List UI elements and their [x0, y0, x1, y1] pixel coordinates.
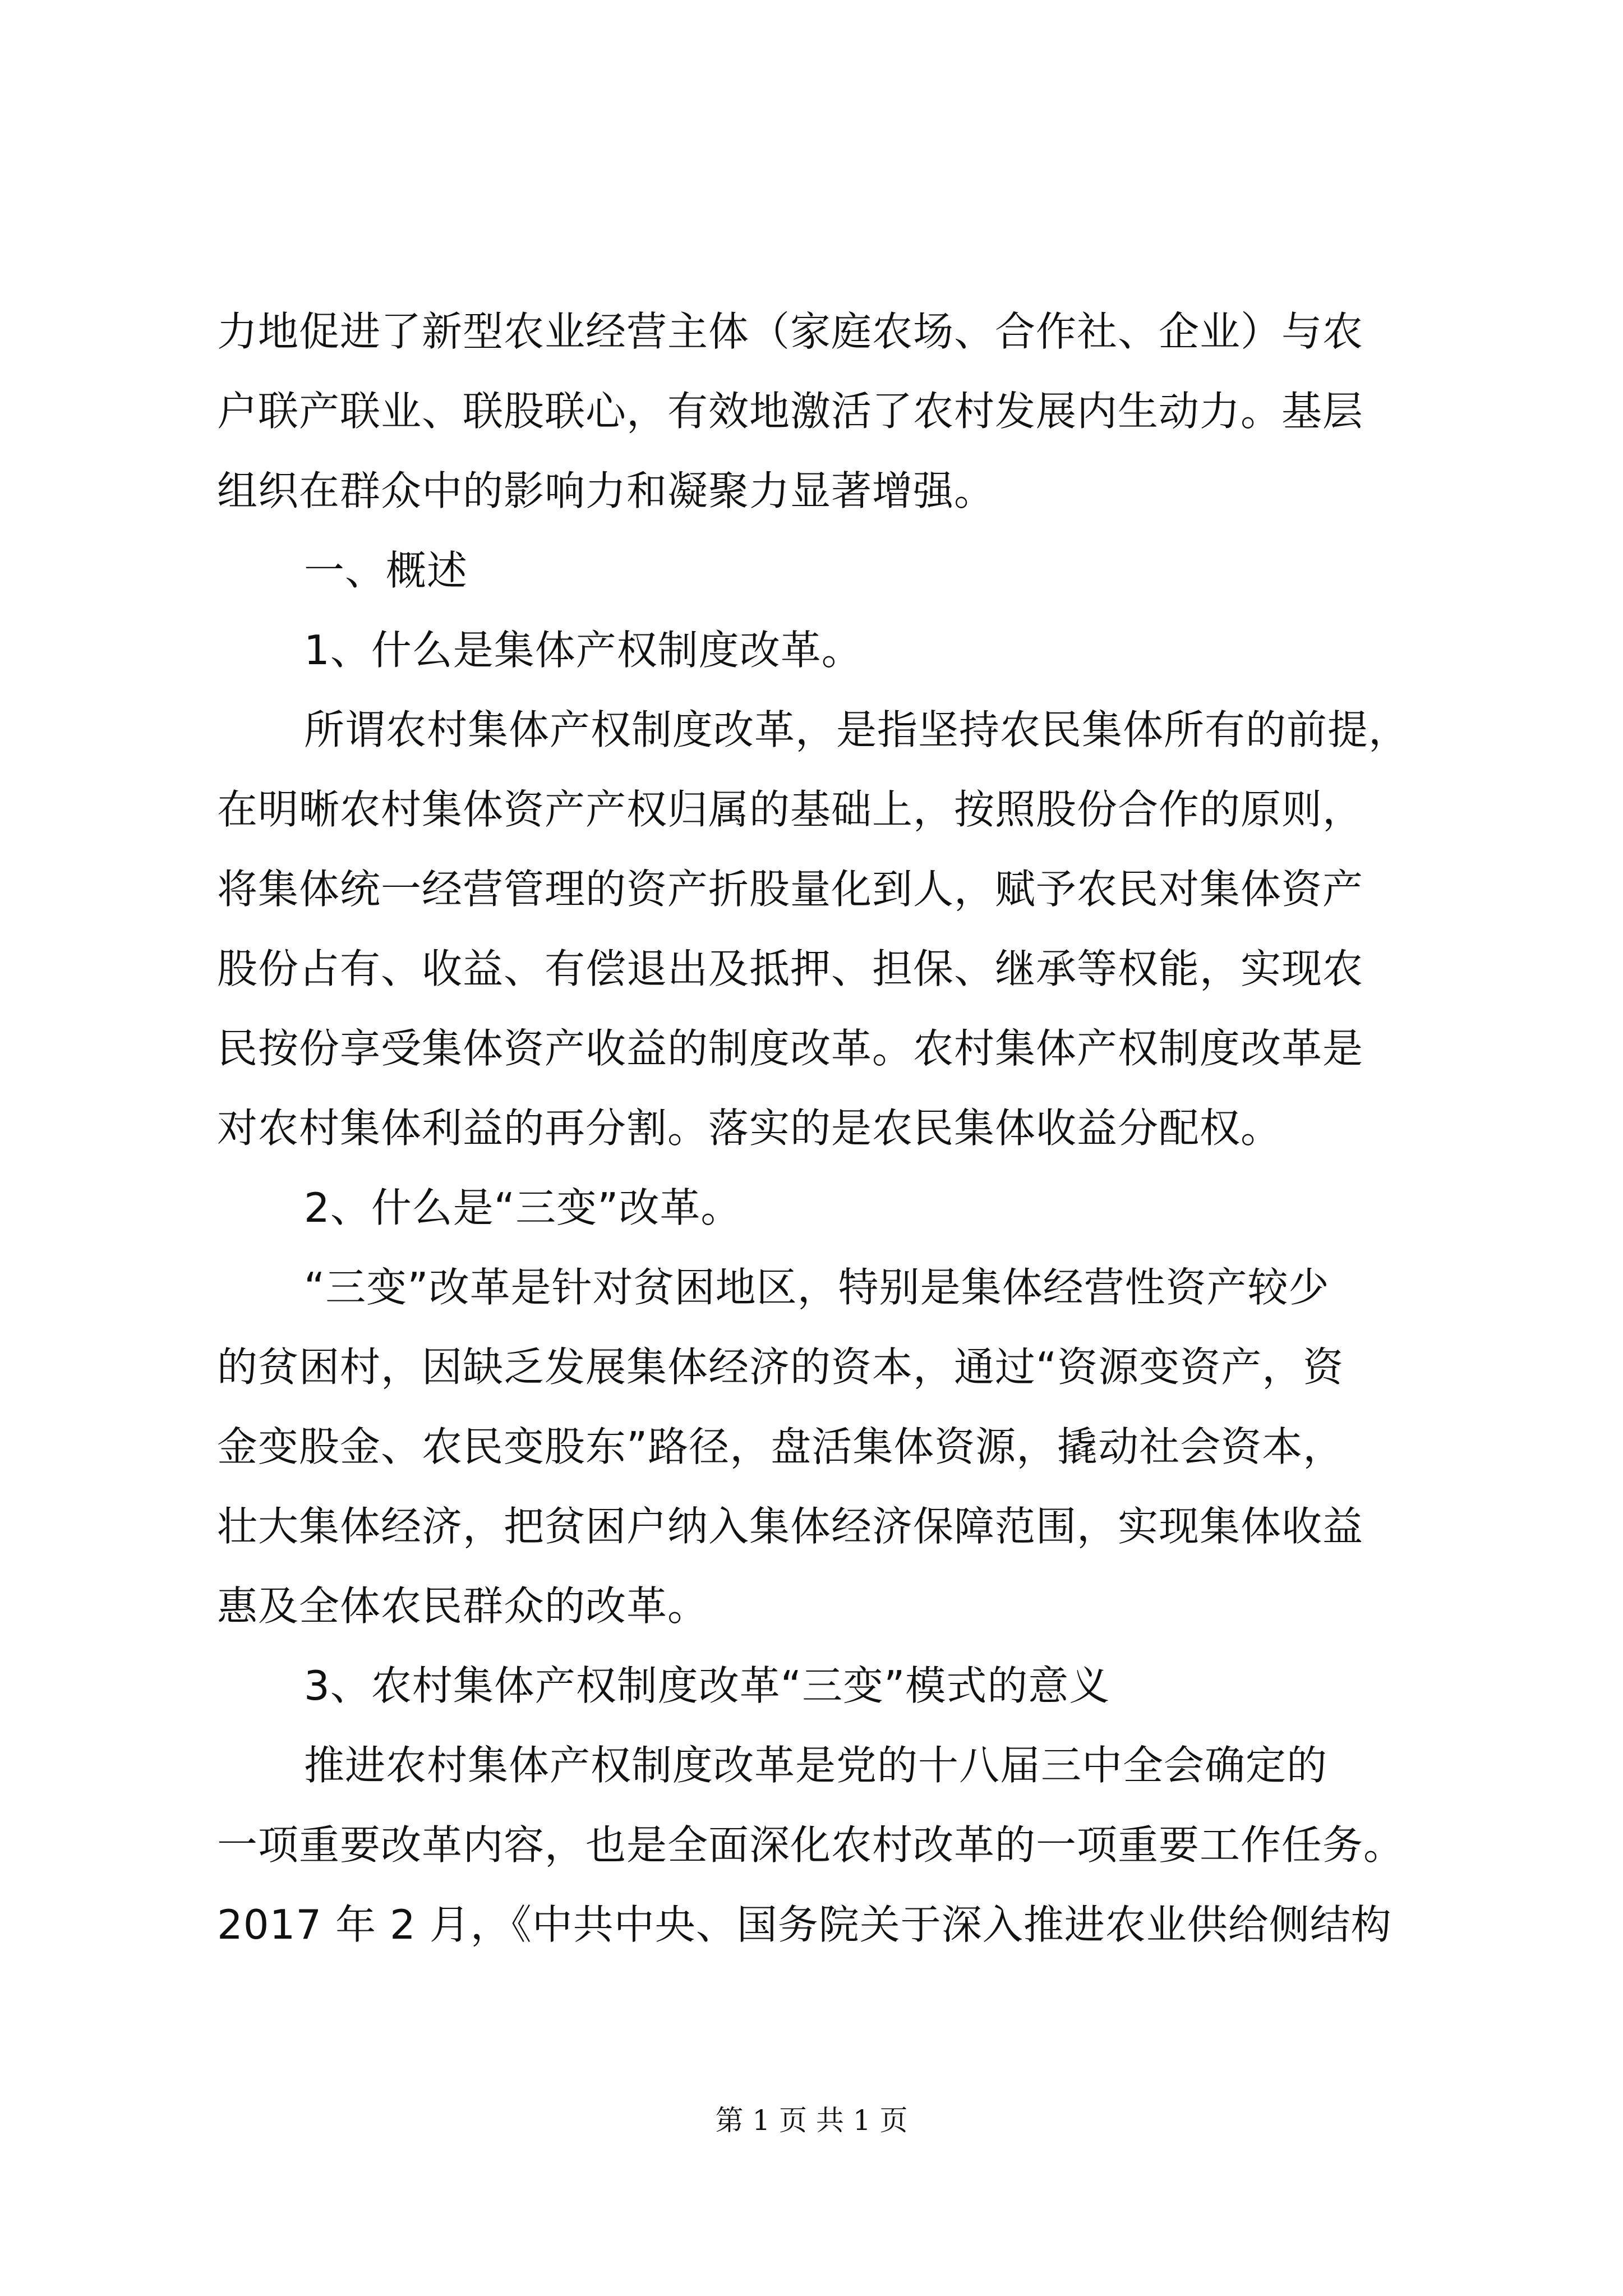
text-line: 力地促进了新型农业经营主体（家庭农场、合作社、企业）与农: [217, 308, 1364, 355]
subsection-heading: 3、农村集体产权制度改革“三变”模式的意义: [304, 1662, 1110, 1709]
text-line: 壮大集体经济，把贫困户纳入集体经济保障范围，实现集体收益: [217, 1503, 1364, 1550]
text-line: 将集体统一经营管理的资产折股量化到人，赋予农民对集体资产: [217, 866, 1364, 913]
text-line: 金变股金、农民变股东”路径，盘活集体资源，撬动社会资本，: [217, 1423, 1344, 1470]
text-line: 2017 年 2 月，《中共中央、国务院关于深入推进农业供给侧结构: [217, 1901, 1392, 1948]
text-line: 民按份享受集体资产收益的制度改革。农村集体产权制度改革是: [217, 1025, 1364, 1072]
text-line: 一项重要改革内容，也是全面深化农村改革的一项重要工作任务。: [217, 1821, 1405, 1869]
text-line: 所谓农村集体产权制度改革，是指坚持农民集体所有的前提，: [304, 706, 1410, 753]
text-line: 在明晰农村集体资产产权归属的基础上，按照股份合作的原则，: [217, 786, 1364, 833]
page-number-footer: 第 1 页 共 1 页: [715, 2104, 908, 2137]
section-heading: 一、概述: [304, 547, 468, 594]
text-line: 的贫困村，因缺乏发展集体经济的资本，通过“资源变资产，资: [217, 1343, 1344, 1391]
document-body: [217, 292, 1423, 1964]
text-line: 惠及全体农民群众的改革。: [217, 1582, 709, 1630]
text-line: 推进农村集体产权制度改革是党的十八届三中全会确定的: [304, 1742, 1328, 1789]
text-line: 对农村集体利益的再分割。落实的是农民集体收益分配权。: [217, 1105, 1282, 1152]
text-line: 户联产联业、联股联心，有效地激活了农村发展内生动力。基层: [217, 388, 1364, 435]
text-line: “三变”改革是针对贫困地区，特别是集体经营性资产较少: [304, 1264, 1330, 1311]
text-line: 组织在群众中的影响力和凝聚力显著增强。: [217, 467, 995, 514]
subsection-heading: 1、什么是集体产权制度改革。: [304, 627, 863, 674]
subsection-heading: 2、什么是“三变”改革。: [304, 1184, 742, 1231]
text-line: 股份占有、收益、有偿退出及抵押、担保、继承等权能，实现农: [217, 945, 1364, 992]
